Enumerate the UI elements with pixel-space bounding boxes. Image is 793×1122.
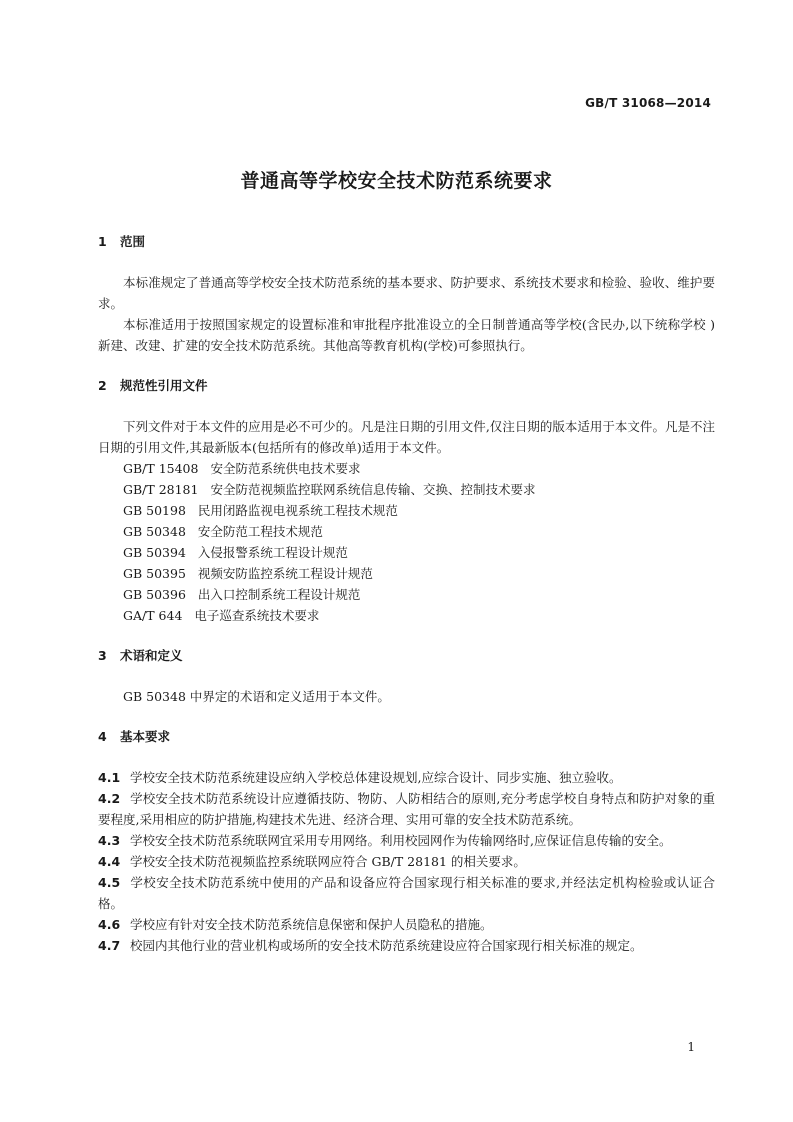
reference-item — [123, 479, 715, 500]
clause — [98, 914, 715, 935]
section-number: 3 — [98, 648, 107, 663]
paragraph: 本标准适用于按照国家规定的设置标准和审批程序批准设立的全日制普通高等学校(含民办,以下统称学校 )新建、改建、扩建的安全技术防范系统。其他高等教育机构(学校)可参照执行。 — [98, 317, 715, 353]
section-title: 规范性引用文件 — [120, 378, 208, 393]
section-terms-definitions — [98, 646, 715, 707]
section-heading — [98, 232, 715, 252]
clause-number: 4.7 — [98, 938, 121, 953]
document-body — [98, 232, 715, 976]
standard-code: GB/T 31068—2014 — [585, 96, 711, 110]
reference-code: GB 50395 — [123, 566, 186, 581]
section-title: 范围 — [120, 234, 146, 249]
clause — [98, 872, 715, 914]
clause — [98, 830, 715, 851]
reference-code: GB/T 15408 — [123, 461, 199, 476]
reference-title: 出入口控制系统工程设计规范 — [197, 587, 361, 602]
clause-text: 校园内其他行业的营业机构或场所的安全技术防范系统建设应符合国家现行相关标准的规定。 — [130, 938, 643, 953]
reference-item — [123, 563, 715, 584]
reference-item — [123, 521, 715, 542]
section-heading — [98, 646, 715, 666]
reference-list — [98, 458, 715, 626]
clause-number: 4.5 — [98, 875, 121, 890]
section-basic-requirements — [98, 727, 715, 956]
paragraph: GB 50348 中界定的术语和定义适用于本文件。 — [123, 689, 390, 704]
clause-number: 4.4 — [98, 854, 121, 869]
section-normative-references — [98, 376, 715, 626]
clause-text: 学校安全技术防范系统联网宜采用专用网络。利用校园网作为传输网络时,应保证信息传输的安全。 — [130, 833, 672, 848]
clause-text: 学校安全技术防范系统建设应纳入学校总体建设规划,应综合设计、同步实施、独立验收。 — [130, 770, 622, 785]
clause-text: 学校应有针对安全技术防范系统信息保密和保护人员隐私的措施。 — [130, 917, 493, 932]
reference-code: GB 50396 — [123, 587, 186, 602]
clause-text: 学校安全技术防范系统设计应遵循技防、物防、人防相结合的原则,充分考虑学校自身特点和防护对象的重要程度,采用相应的防护措施,构建技术先进、经济合理、实用可靠的安全技术防范系统。 — [98, 791, 715, 827]
section-scope — [98, 232, 715, 356]
section-title: 基本要求 — [120, 729, 171, 744]
reference-code: GB/T 28181 — [123, 482, 199, 497]
section-number: 1 — [98, 234, 107, 249]
reference-item — [123, 605, 715, 626]
reference-title: 入侵报警系统工程设计规范 — [197, 545, 348, 560]
clause-number: 4.2 — [98, 791, 121, 806]
clause-text: 学校安全技术防范系统中使用的产品和设备应符合国家现行相关标准的要求,并经法定机构检验或认证合格。 — [98, 875, 715, 911]
reference-item — [123, 500, 715, 521]
clause — [98, 935, 715, 956]
reference-title: 安全防范视频监控联网系统信息传输、交换、控制技术要求 — [210, 482, 536, 497]
reference-title: 民用闭路监视电视系统工程技术规范 — [197, 503, 398, 518]
clause-number: 4.3 — [98, 833, 121, 848]
reference-item — [123, 542, 715, 563]
reference-title: 安全防范工程技术规范 — [197, 524, 323, 539]
clause — [98, 788, 715, 830]
reference-code: GA/T 644 — [123, 608, 183, 623]
clause-number: 4.6 — [98, 917, 121, 932]
clause — [98, 767, 715, 788]
reference-code: GB 50348 — [123, 524, 186, 539]
section-heading — [98, 727, 715, 747]
reference-title: 视频安防监控系统工程设计规范 — [197, 566, 373, 581]
page-number: 1 — [687, 1040, 695, 1054]
clause-number: 4.1 — [98, 770, 121, 785]
document-title: 普通高等学校安全技术防范系统要求 — [240, 170, 553, 192]
clause — [98, 851, 715, 872]
reference-item — [123, 584, 715, 605]
reference-code: GB 50198 — [123, 503, 186, 518]
reference-code: GB 50394 — [123, 545, 186, 560]
clause-text: 学校安全技术防范视频监控系统联网应符合 GB/T 28181 的相关要求。 — [130, 854, 526, 869]
paragraph: 下列文件对于本文件的应用是必不可少的。凡是注日期的引用文件,仅注日期的版本适用于本文件。凡是不注日期的引用文件,其最新版本(包括所有的修改单)适用于本文件。 — [98, 419, 715, 455]
section-title: 术语和定义 — [120, 648, 183, 663]
paragraph: 本标准规定了普通高等学校安全技术防范系统的基本要求、防护要求、系统技术要求和检验、验收、维护要求。 — [98, 275, 715, 311]
reference-title: 安全防范系统供电技术要求 — [210, 461, 361, 476]
reference-title: 电子巡查系统技术要求 — [194, 608, 320, 623]
section-number: 2 — [98, 378, 107, 393]
section-number: 4 — [98, 729, 107, 744]
section-heading — [98, 376, 715, 396]
reference-item — [123, 458, 715, 479]
